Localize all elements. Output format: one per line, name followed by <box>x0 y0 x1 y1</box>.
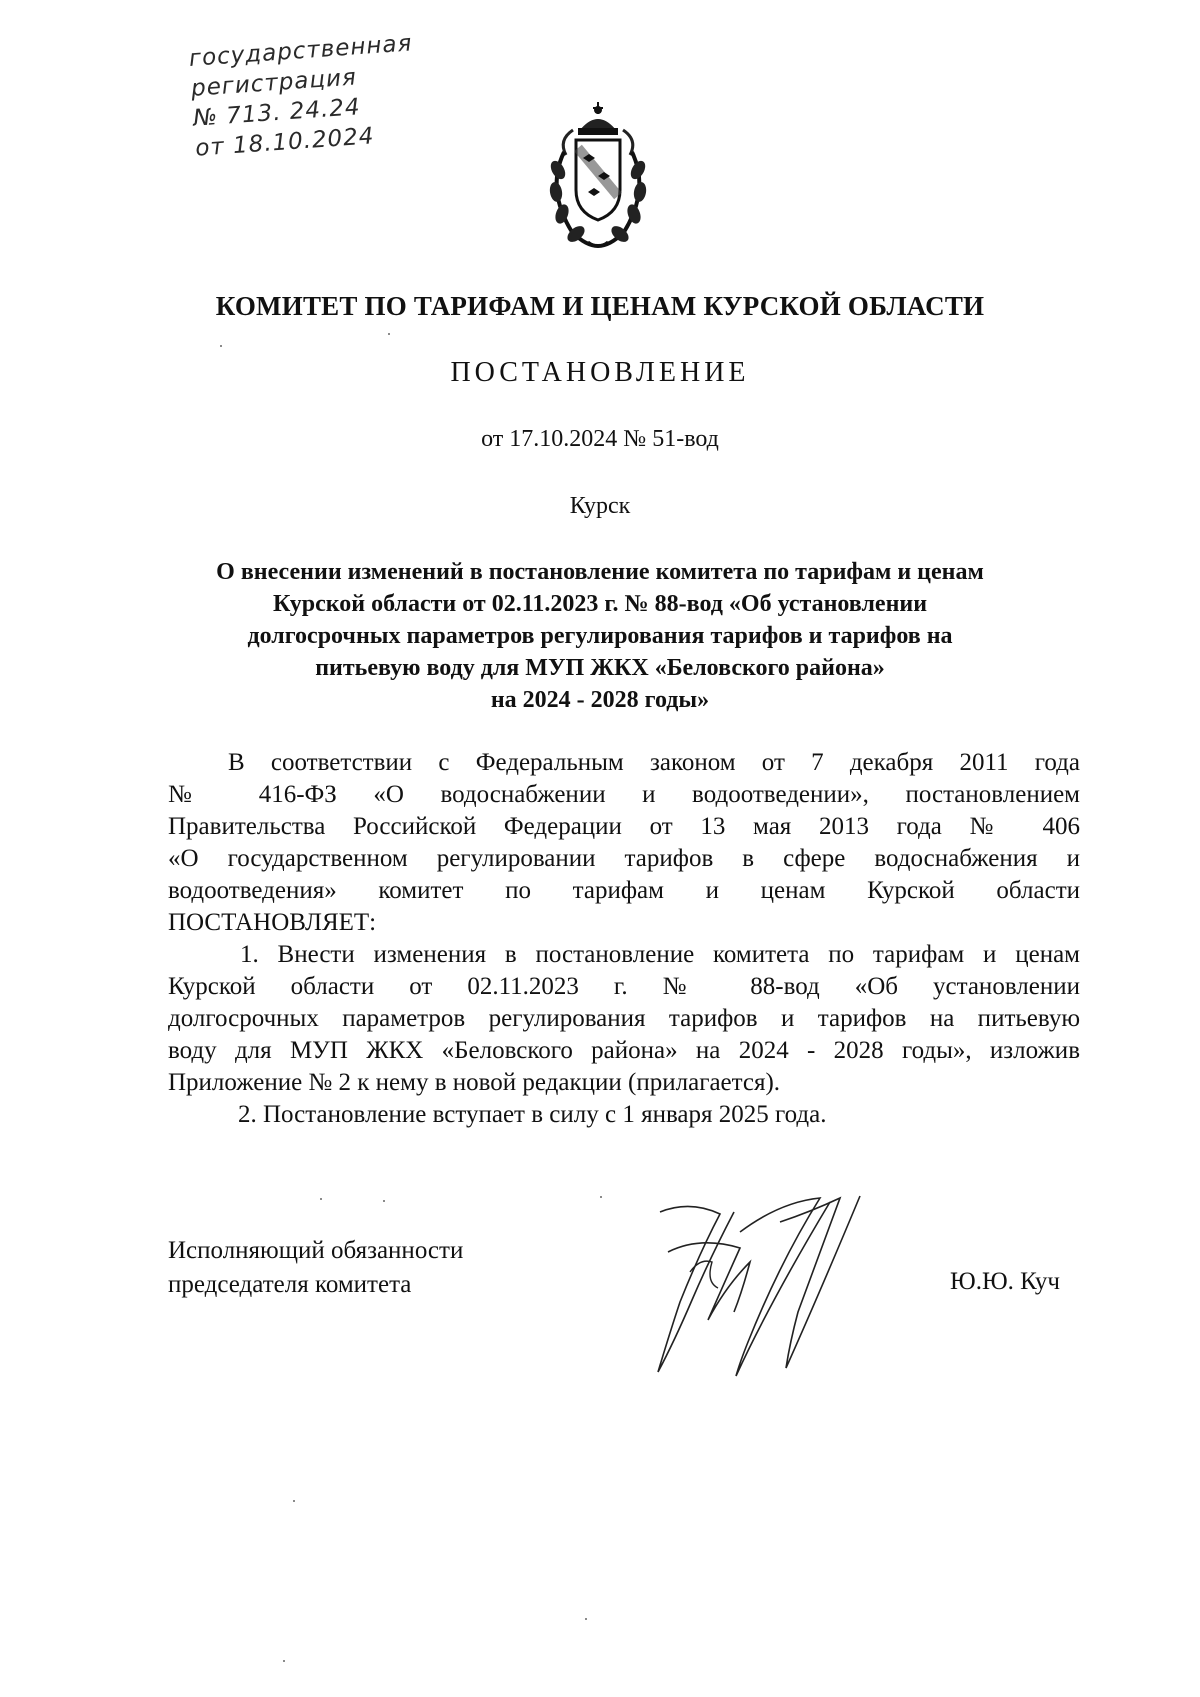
handnote-line: регистрация <box>190 64 358 102</box>
scan-speck <box>283 1660 285 1662</box>
subject-line: на 2024 - 2028 годы» <box>490 687 710 713</box>
signer-name: Ю.Ю. Куч <box>950 1268 1061 1295</box>
subject-line: питьевую воду для МУП ЖКХ «Беловского района» <box>315 655 885 681</box>
scan-speck <box>388 333 390 335</box>
scan-speck <box>293 1500 295 1502</box>
item2-line: 2. Постановление вступает в силу с 1 января 2025 года. <box>238 1101 827 1128</box>
handnote-line: от 18.10.2024 <box>194 123 376 162</box>
handwritten-registration-note <box>188 26 456 164</box>
handwritten-signature <box>630 1192 910 1382</box>
preamble-line: водоотведения» комитет по тарифам и ценам Курской области <box>168 877 1080 904</box>
scan-speck <box>585 1618 587 1620</box>
subject-line: Курской области от 02.11.2023 г. № 88-вод «Об установлении <box>272 591 928 617</box>
subject-line: О внесении изменений в постановление комитета по тарифам и ценам <box>216 559 984 585</box>
preamble-line: В соответствии с Федеральным законом от 7 декабря 2011 года <box>228 749 1080 776</box>
document-date-number: от 17.10.2024 № 51-вод <box>481 426 719 452</box>
scan-speck <box>220 345 222 347</box>
handnote-line: государственная <box>188 30 414 72</box>
scan-speck <box>600 1196 602 1198</box>
scan-speck <box>320 1198 322 1200</box>
document-body <box>168 747 1080 1131</box>
committee-name: КОМИТЕТ ПО ТАРИФАМ И ЦЕНАМ КУРСКОЙ ОБЛАСТИ <box>215 291 985 321</box>
signer-position-line: председателя комитета <box>168 1271 412 1298</box>
preamble-line: № 416-ФЗ «О водоснабжении и водоотведении», постановлением <box>168 781 1080 808</box>
signer-position <box>168 1234 463 1302</box>
preamble-line: ПОСТАНОВЛЯЕТ: <box>168 909 377 936</box>
document-city: Курск <box>569 493 631 519</box>
item1-line: Приложение № 2 к нему в новой редакции (прилагается). <box>168 1069 781 1096</box>
coat-of-arms-icon <box>528 100 668 252</box>
subject-line: долгосрочных параметров регулирования тарифов и тарифов на <box>247 623 953 649</box>
document-type: ПОСТАНОВЛЕНИЕ <box>450 357 750 388</box>
item1-line: 1. Внести изменения в постановление комитета по тарифам и ценам <box>240 941 1080 968</box>
item1-line: Курской области от 02.11.2023 г. № 88-вод «Об установлении <box>168 973 1080 1000</box>
signer-position-line: Исполняющий обязанности <box>168 1237 464 1264</box>
handnote-line: № 713. 24.24 <box>192 94 362 132</box>
item1-line: долгосрочных параметров регулирования тарифов и тарифов на питьевую <box>168 1005 1080 1032</box>
preamble-line: Правительства Российской Федерации от 13 мая 2013 года № 406 <box>168 813 1080 840</box>
scan-speck <box>383 1200 385 1202</box>
item1-line: воду для МУП ЖКХ «Беловского района» на 2024 - 2028 годы», изложив <box>168 1037 1080 1064</box>
preamble-line: «О государственном регулировании тарифов в сфере водоснабжения и <box>168 845 1080 872</box>
document-subject <box>160 556 1040 716</box>
